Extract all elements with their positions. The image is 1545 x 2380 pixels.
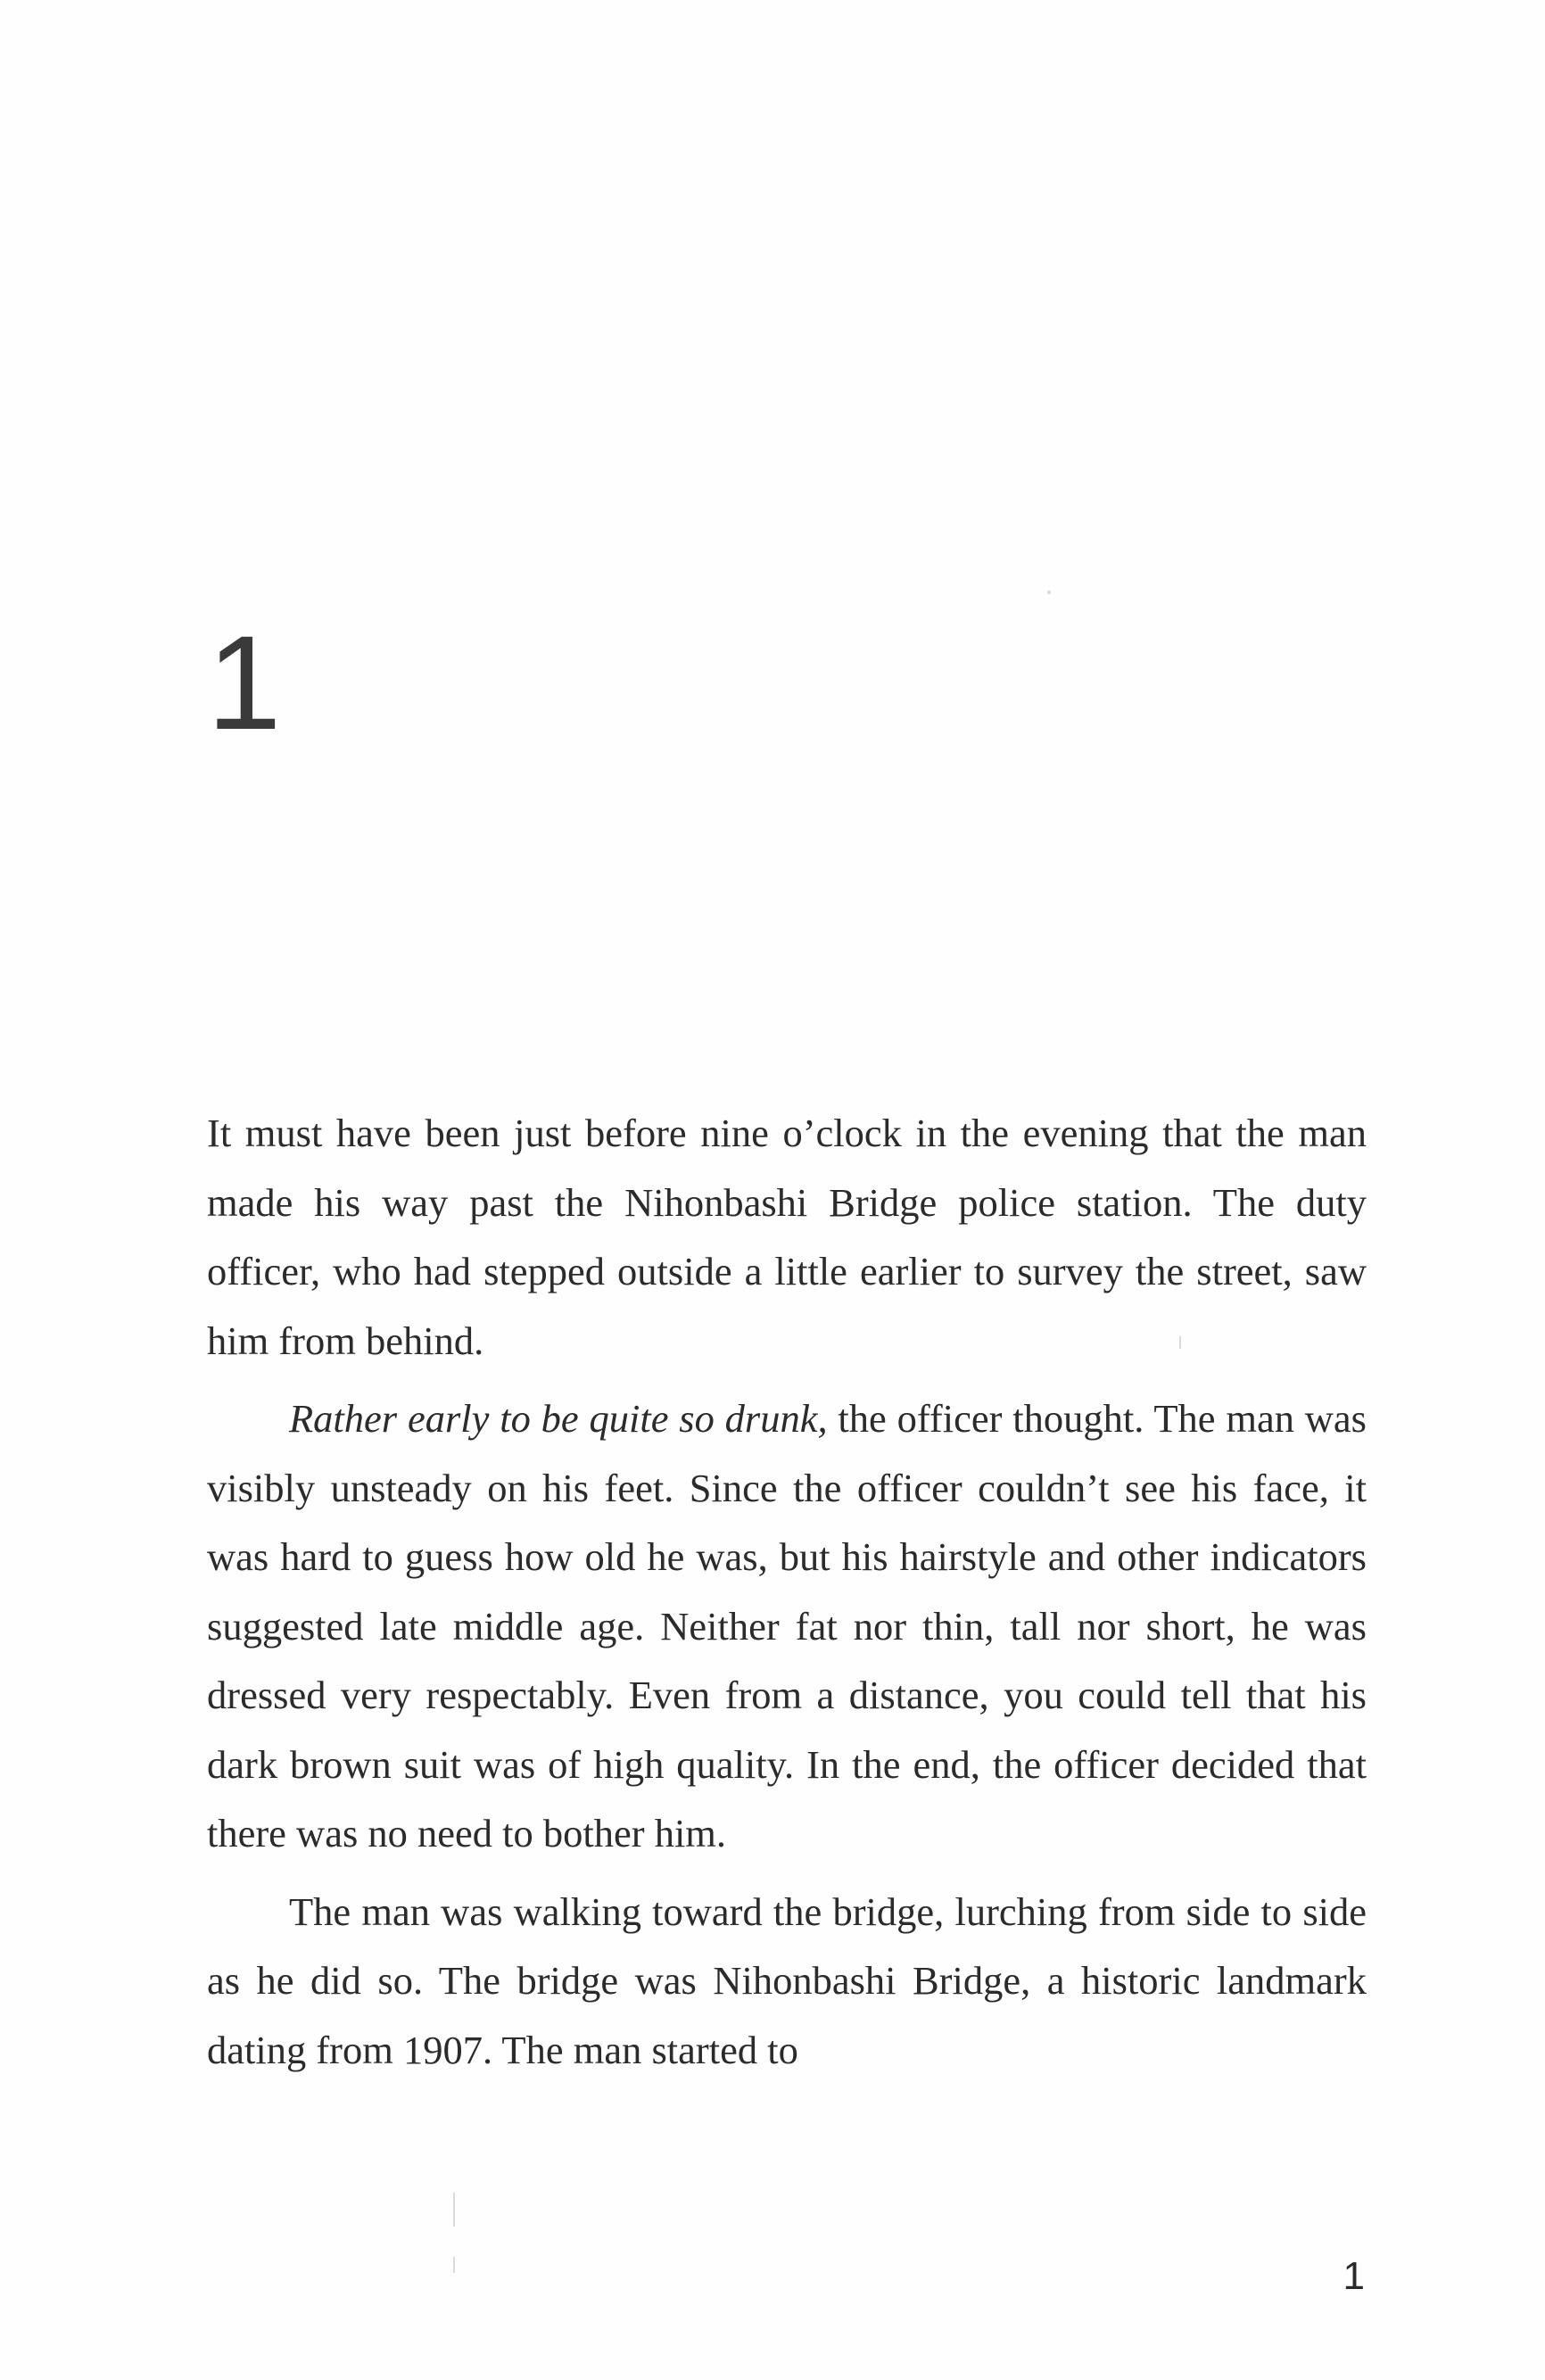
paragraph-2-text: the officer thought. The man was visibly unsteady on his feet. Since the officer couldn’t see his face, it was hard to guess how old he was, but his hairstyle and other indicators suggested late middle age. Neither fat nor thin, tall nor short, he was dressed very respectably. Even from a distance, you could tell that his dark brown suit was of high quality. In the end, the officer decided that there was no need to bother him. xyxy=(207,1396,1367,1855)
paragraph-3: The man was walking toward the bridge, lurching from side to side as he did so. The bridge was Nihonbashi Bridge, a historic landmark dating from 1907. The man started to xyxy=(207,1888,1367,2072)
scan-artifact xyxy=(453,2193,455,2227)
paragraph-2 xyxy=(207,1384,1367,1869)
scan-artifact xyxy=(453,2257,455,2273)
scan-artifact xyxy=(1047,591,1051,594)
scan-artifact xyxy=(1179,1336,1181,1349)
paragraph-2-italic-lead: Rather early to be quite so drunk, xyxy=(289,1396,828,1441)
page-number: 1 xyxy=(1343,2254,1365,2298)
chapter-body xyxy=(207,1099,1367,2094)
chapter-number: 1 xyxy=(207,607,282,757)
paragraph-1: It must have been just before nine o’clock in the evening that the man made his way past the Nihonbashi Bridge police station. The duty officer, who had stepped outside a little earlier to survey the street, saw him from behind. xyxy=(207,1111,1367,1363)
